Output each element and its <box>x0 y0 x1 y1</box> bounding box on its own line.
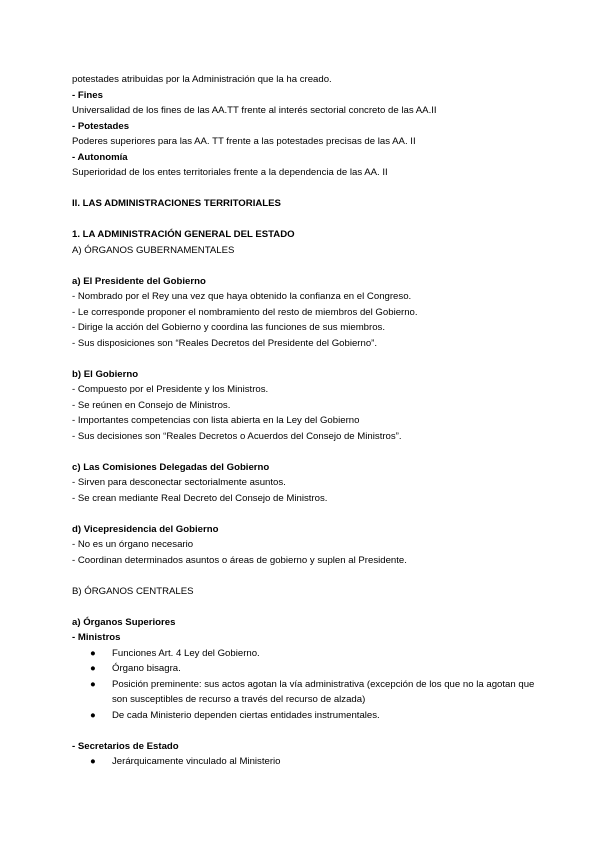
heading: a) El Presidente del Gobierno <box>72 275 206 287</box>
document-page <box>72 72 542 770</box>
heading: - Fines <box>72 89 103 101</box>
heading: b) El Gobierno <box>72 368 139 380</box>
text-line: Superioridad de los entes territoriales frente a la dependencia de las AA. II <box>72 167 388 178</box>
bullet-item <box>72 677 542 708</box>
blank-line <box>72 351 542 367</box>
bullet-text: Funciones Art. 4 Ley del Gobierno. <box>112 647 260 659</box>
text-line: - Se reúnen en Consejo de Ministros. <box>72 399 231 411</box>
heading: - Secretarios de Estado <box>72 740 179 752</box>
heading: - Ministros <box>72 632 121 643</box>
heading: c) Las Comisiones Delegadas del Gobierno <box>72 461 270 473</box>
blank-line <box>72 723 542 739</box>
blank-line <box>72 181 542 197</box>
blank-line <box>72 506 542 522</box>
text-line: B) ÓRGANOS CENTRALES <box>72 585 194 597</box>
text-line: - Coordinan determinados asuntos o áreas de gobierno y suplen al Presidente. <box>72 554 407 566</box>
blank-line <box>72 568 542 584</box>
text-line: A) ÓRGANOS GUBERNAMENTALES <box>72 244 235 256</box>
bullet-icon: ● <box>90 709 96 721</box>
text-line: - Sus disposiciones son “Reales Decretos del Presidente del Gobierno”. <box>72 337 378 349</box>
text-line: - Sus decisiones son “Reales Decretos o Acuerdos del Consejo de Ministros”. <box>72 430 402 442</box>
bullet-item <box>72 754 542 770</box>
heading: II. LAS ADMINISTRACIONES TERRITORIALES <box>72 198 281 209</box>
text-line: - No es un órgano necesario <box>72 539 194 550</box>
bullet-item <box>72 708 542 724</box>
text-line: Universalidad de los fines de las AA.TT frente al interés sectorial concreto de las AA.II <box>72 105 437 116</box>
bullet-icon: ● <box>90 756 96 767</box>
text-line: potestades atribuidas por la Administración que la ha creado. <box>72 74 332 85</box>
text-line: - Sirven para desconectar sectorialmente asuntos. <box>72 477 286 488</box>
text-line: Poderes superiores para las AA. TT frente a las potestades precisas de las AA. II <box>72 136 416 147</box>
text-line: - Importantes competencias con lista abierta en la Ley del Gobierno <box>72 415 360 426</box>
bullet-text: Posición preminente: sus actos agotan la vía administrativa (excepción de los que no la agotan que son susceptibles de recurso a través del recurso de alzada) <box>112 678 535 705</box>
blank-line <box>72 212 542 228</box>
bullet-icon: ● <box>90 678 96 690</box>
blank-line <box>72 258 542 274</box>
heading: - Potestades <box>72 120 130 132</box>
blank-line <box>72 444 542 460</box>
text-line: - Se crean mediante Real Decreto del Consejo de Ministros. <box>72 492 328 504</box>
blank-line <box>72 599 542 615</box>
bullet-text: Órgano bisagra. <box>112 663 181 674</box>
text-line: - Le corresponde proponer el nombramiento del resto de miembros del Gobierno. <box>72 306 418 318</box>
text-line: - Nombrado por el Rey una vez que haya obtenido la confianza en el Congreso. <box>72 291 412 302</box>
heading: - Autonomía <box>72 151 128 163</box>
bullet-icon: ● <box>90 663 96 674</box>
heading: a) Órganos Superiores <box>72 616 176 628</box>
bullet-text: Jerárquicamente vinculado al Ministerio <box>112 756 281 767</box>
text-line: - Dirige la acción del Gobierno y coordina las funciones de sus miembros. <box>72 322 386 333</box>
heading: d) Vicepresidencia del Gobierno <box>72 523 219 535</box>
bullet-item <box>72 661 542 677</box>
bullet-icon: ● <box>90 647 96 659</box>
bullet-item <box>72 646 542 662</box>
heading: 1. LA ADMINISTRACIÓN GENERAL DEL ESTADO <box>72 229 295 240</box>
text-line: - Compuesto por el Presidente y los Ministros. <box>72 384 269 395</box>
bullet-text: De cada Ministerio dependen ciertas entidades instrumentales. <box>112 709 380 721</box>
